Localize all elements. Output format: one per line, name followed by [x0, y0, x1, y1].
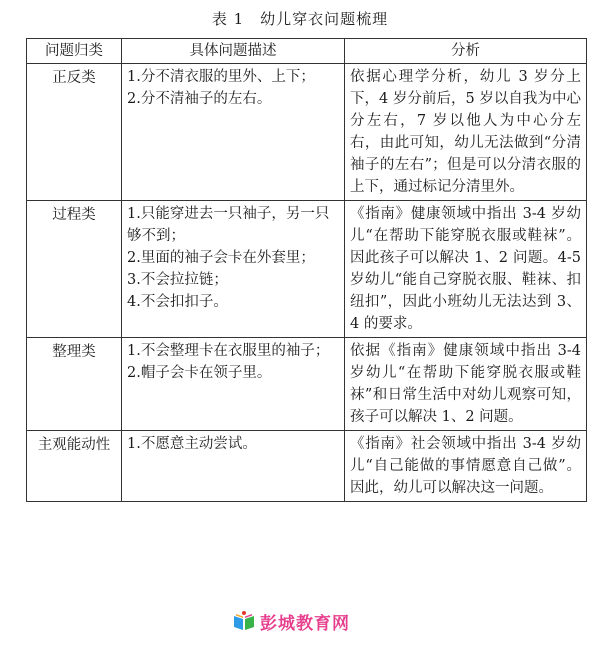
table-row — [27, 64, 587, 201]
table-row — [27, 338, 587, 431]
header-analysis: 分析 — [345, 39, 587, 64]
category-cell: 主观能动性 — [27, 431, 122, 502]
problem-cell — [122, 201, 345, 338]
clothing-problems-table — [26, 38, 587, 502]
analysis-cell — [345, 338, 587, 431]
table-header-row — [27, 39, 587, 64]
problem-item: 1.不会整理卡在衣服里的袖子； — [127, 343, 330, 359]
problem-item: 2.里面的袖子会卡在外套里； — [127, 250, 315, 266]
table-row — [27, 431, 587, 502]
problem-cell — [122, 338, 345, 431]
problem-item: 2.帽子会卡在领子里。 — [127, 365, 272, 381]
problem-cell — [122, 431, 345, 502]
problem-item: 1.只能穿进去一只袖子，另一只够不到； — [127, 206, 330, 244]
problem-cell — [122, 64, 345, 201]
analysis-text: 依据心理学分析，幼儿 3 岁分上下，4 岁分前后，5 岁以自我为中心分左右，7 岁以他人为中心分左右，由此可知，幼儿无法做到“分清袖子的左右”；但是可以分清衣服的上下，通过标记分清里外。 — [350, 69, 581, 195]
analysis-text: 《指南》健康领域中指出 3-4 岁幼儿“在帮助下能穿脱衣服或鞋袜”。因此孩子可以解决 1、2 问题。4-5 岁幼儿“能自己穿脱衣服、鞋袜、扣纽扣”，因此小班幼儿无法达到 3、4 的要求。 — [350, 206, 581, 332]
problem-item: 4.不会扣扣子。 — [127, 294, 228, 310]
category-cell: 过程类 — [27, 201, 122, 338]
analysis-cell — [345, 201, 587, 338]
category-cell: 正反类 — [27, 64, 122, 201]
problem-item: 1.分不清衣服的里外、上下； — [127, 69, 315, 85]
table-caption: 表 1 幼儿穿衣问题梳理 — [211, 10, 389, 28]
problem-item: 2.分不清袖子的左右。 — [127, 91, 272, 107]
analysis-text: 依据《指南》健康领域中指出 3-4 岁幼儿“在帮助下能穿脱衣服或鞋袜”和日常生活中对幼儿观察可知，孩子可以解决 1、2 问题。 — [350, 343, 581, 425]
table-row — [27, 201, 587, 338]
problem-item: 1.不愿意主动尝试。 — [127, 436, 257, 452]
problem-item: 3.不会拉拉链； — [127, 272, 228, 288]
watermark-text: 彭城教育网 — [260, 613, 350, 634]
header-category: 问题归类 — [27, 39, 122, 64]
book-logo-icon — [232, 610, 256, 632]
analysis-text: 《指南》社会领域中指出 3-4 岁幼儿“自己能做的事情愿意自己做”。因此，幼儿可以解决这一问题。 — [350, 436, 581, 496]
category-cell: 整理类 — [27, 338, 122, 431]
watermark — [232, 608, 350, 634]
analysis-cell — [345, 64, 587, 201]
analysis-cell — [345, 431, 587, 502]
header-description: 具体问题描述 — [122, 39, 345, 64]
